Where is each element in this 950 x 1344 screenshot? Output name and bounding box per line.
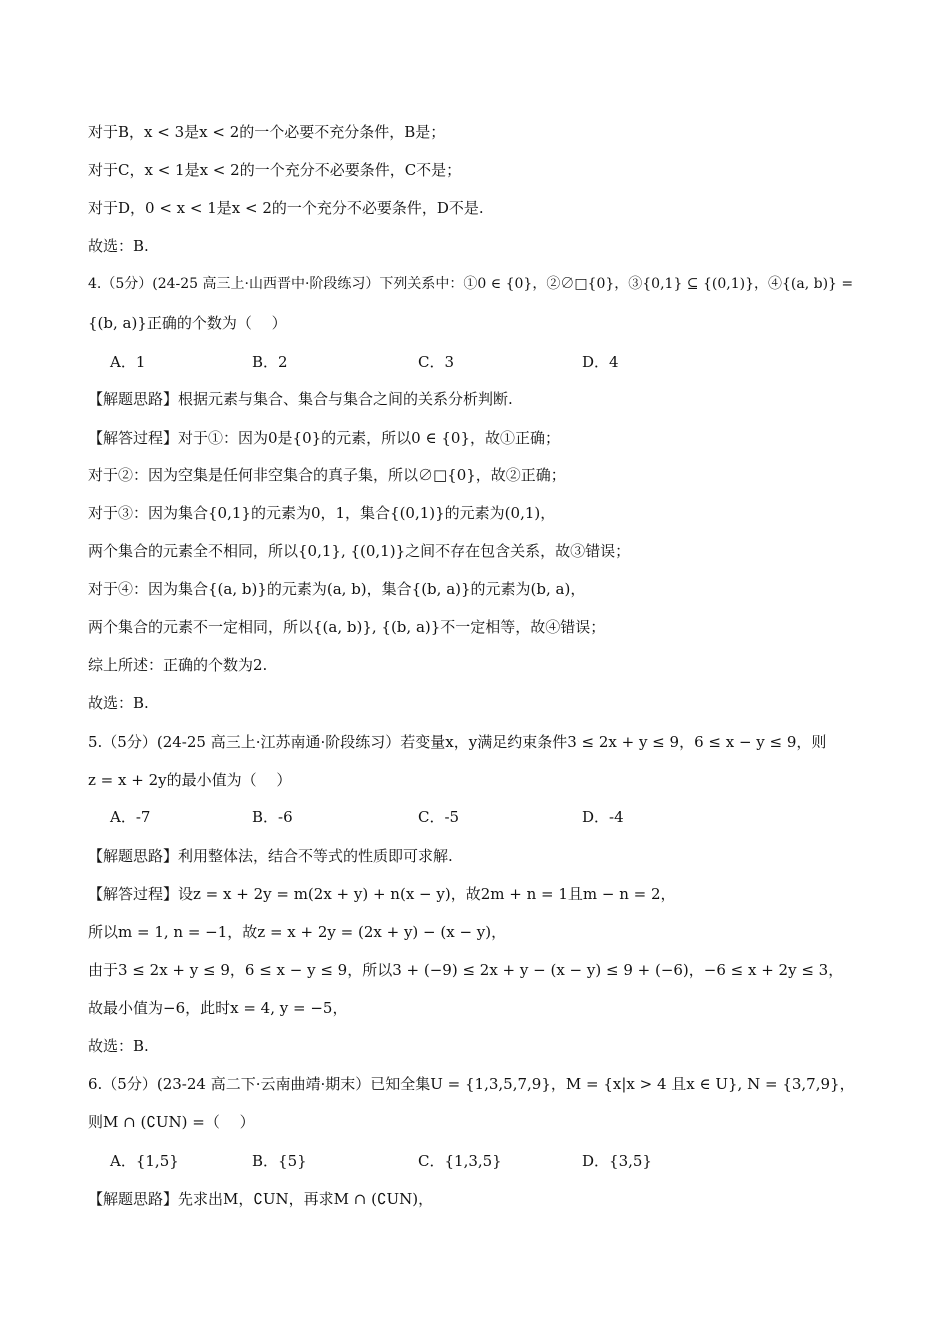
option-d: D．{3,5} [582, 1152, 652, 1170]
text-line: 故选：B. [88, 694, 149, 712]
text-line: 对于D，0 < x < 1是x < 2的一个充分不必要条件，D不是. [88, 199, 484, 217]
text-line: 【解答过程】对于①：因为0是{0}的元素，所以0 ∈ {0}，故①正确； [88, 429, 560, 447]
text-line: 故选：B. [88, 237, 149, 255]
question-4-stem-cont: {(b, a)}正确的个数为（ ） [88, 314, 287, 332]
question-4-options [88, 351, 870, 373]
option-b: B．2 [252, 353, 288, 371]
text-line: 两个集合的元素全不相同，所以{0,1}, {(0,1)}之间不存在包含关系，故③错误； [88, 542, 631, 560]
text-line: 故选：B. [88, 1037, 149, 1055]
question-5-stem-cont: z = x + 2y的最小值为（ ） [88, 771, 292, 789]
text-line: 综上所述：正确的个数为2. [88, 656, 268, 674]
option-a: A．1 [110, 353, 146, 371]
text-line: 所以m = 1, n = −1，故z = x + 2y = (2x + y) − (x − y)， [88, 923, 507, 941]
option-c: C．{1,3,5} [418, 1152, 502, 1170]
question-4-stem: 4.（5分）(24-25 高三上·山西晋中·阶段练习）下列关系中：①0 ∈ {0}，②∅□{0}，③{0,1} ⊆ {(0,1)}，④{(a, b)} = [88, 276, 854, 292]
option-d: D．-4 [582, 808, 624, 826]
text-line: 【解题思路】根据元素与集合、集合与集合之间的关系分析判断. [88, 390, 513, 408]
option-b: B．-6 [252, 808, 293, 826]
question-6-stem: 6.（5分）(23-24 高二下·云南曲靖·期末）已知全集U = {1,3,5,7,9}，M = {x|x > 4 且x ∈ U}, N = {3,7,9}， [88, 1075, 855, 1093]
text-line: 对于B，x < 3是x < 2的一个必要不充分条件，B是； [88, 123, 446, 141]
text-line: 故最小值为−6，此时x = 4, y = −5， [88, 999, 348, 1017]
option-b: B．{5} [252, 1152, 307, 1170]
question-6-options [88, 1150, 870, 1172]
text-line: 【解题思路】利用整体法，结合不等式的性质即可求解. [88, 847, 453, 865]
question-5-stem: 5.（5分）(24-25 高三上·江苏南通·阶段练习）若变量x，y满足约束条件3 ≤ 2x + y ≤ 9，6 ≤ x − y ≤ 9，则 [88, 733, 827, 751]
text-line: 对于③：因为集合{0,1}的元素为0，1，集合{(0,1)}的元素为(0,1)， [88, 504, 556, 522]
option-a: A．-7 [110, 808, 151, 826]
question-6-stem-cont: 则M ∩ (∁UN) =（ ） [88, 1113, 255, 1131]
text-line: 对于④：因为集合{(a, b)}的元素为(a, b)，集合{(b, a)}的元素为(b, a)， [88, 580, 586, 598]
text-line: 对于②：因为空集是任何非空集合的真子集，所以∅□{0}，故②正确； [88, 466, 566, 484]
option-d: D．4 [582, 353, 619, 371]
option-c: C．3 [418, 353, 455, 371]
option-c: C．-5 [418, 808, 460, 826]
text-line: 对于C，x < 1是x < 2的一个充分不必要条件，C不是； [88, 161, 462, 179]
question-5-options [88, 806, 870, 828]
text-line: 【解答过程】设z = x + 2y = m(2x + y) + n(x − y)，故2m + n = 1且m − n = 2， [88, 885, 676, 903]
text-line: 【解题思路】先求出M，∁UN，再求M ∩ (∁UN)， [88, 1190, 434, 1208]
option-a: A．{1,5} [110, 1152, 179, 1170]
text-line: 由于3 ≤ 2x + y ≤ 9，6 ≤ x − y ≤ 9，所以3 + (−9) ≤ 2x + y − (x − y) ≤ 9 + (−6)，−6 ≤ x + 2y ≤ 3， [88, 961, 844, 979]
text-line: 两个集合的元素不一定相同，所以{(a, b)}, {(b, a)}不一定相等，故④错误； [88, 618, 606, 636]
